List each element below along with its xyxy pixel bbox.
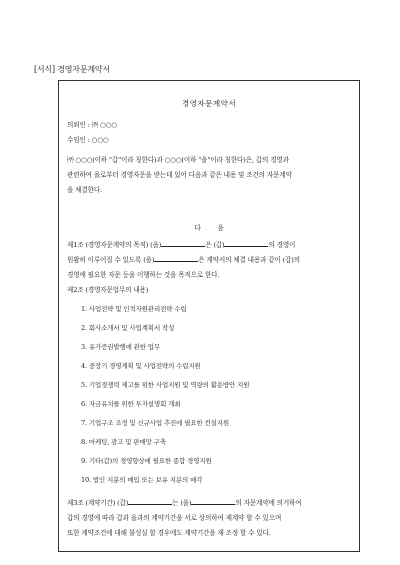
article1-line-1 [67, 241, 351, 249]
section-heading: 다 음 [194, 224, 224, 232]
article3-line-1 [67, 499, 351, 507]
list-item: 3. 유가증권발행에 관한 업무 [81, 343, 161, 351]
article3-blank-1 [128, 499, 172, 505]
article3-line-2: 갑의 경영에 따라 갑과 을과의 계약기간을 서로 상의하여 재계약 할 수 있으며 [67, 514, 282, 522]
contractor-line: 수임인 : ○○○ [67, 136, 109, 144]
article1-text-e: 은 계약서의 체결 내용과 같이 (갑)의 [198, 256, 300, 264]
article3-text-a: 제3조 (계약기간) (갑) [67, 499, 129, 507]
contract-document [58, 80, 360, 552]
list-item: 1. 사업전략 및 인적자원관리전략 수립 [81, 305, 187, 313]
list-item: 4. 중장기 경영계획 및 사업전략의 수립지원 [81, 362, 201, 370]
article3-line-3: 또한 계약조건에 대해 불성실 할 경우에도 계약기간을 재 조정 할 수 있다. [67, 529, 271, 537]
form-tag: [서식] 경영자문계약서 [34, 65, 110, 74]
intro-line-3: 을 체결한다. [67, 186, 102, 194]
article1-line-3: 경영에 필요한 자문 등을 이행하는 것을 목적으로 한다. [67, 271, 220, 279]
list-item: 5. 기업경쟁력 제고를 위한 사업지원 및 역량의 활용방안 지원 [81, 381, 250, 389]
intro-line-2: 관련하여 을로부터 경영자문을 받는데 있어 다음과 같은 내용 및 조건의 자문계약 [67, 171, 292, 179]
intro-line-1: ㈜ ○○○(이하 "갑"이라 칭한다)과 ○○○(이하 "을"이라 칭한다)은, 갑의 경영과 [67, 156, 289, 164]
article1-text-a: 제1조 (경영자문계약의 목적) (을) [67, 241, 162, 249]
list-item: 8. 마케팅, 광고 및 판매망 구축 [81, 438, 166, 446]
list-item: 10. 법인 지분의 매입 또는 보유 지분의 매각 [81, 476, 203, 484]
document-title: 경영자문계약서 [181, 99, 237, 108]
list-item: 9. 기타(갑)의 경영향상에 필요한 종합 경영지원 [81, 457, 212, 465]
list-item: 2. 회사소개서 및 사업계획서 작성 [81, 324, 175, 332]
article1-blank-1 [161, 241, 205, 247]
article3-blank-2 [191, 499, 235, 505]
article1-blank-3 [154, 256, 198, 262]
client-line: 의뢰인 : ㈜ ○○○ [67, 121, 117, 129]
list-item: 6. 자금유치를 위한 투자설명회 개최 [81, 400, 181, 408]
article1-line-2 [67, 256, 351, 264]
article1-blank-2 [224, 241, 268, 247]
article1-text-c: 의 경영이 [268, 241, 296, 249]
article1-text-b: 은 (갑) [205, 241, 225, 249]
article3-text-c: 의 자문계약에 의거하여 [235, 499, 302, 507]
article1-text-d: 원활히 이루어질 수 있도록 (을) [67, 256, 155, 264]
article3-text-b: 는 (을) [172, 499, 192, 507]
list-item: 7. 기업구조 조정 및 신규사업 추진에 필요한 컨설지원 [81, 419, 230, 427]
article2-heading: 제2조 (경영자문업무의 내용) [67, 286, 149, 294]
